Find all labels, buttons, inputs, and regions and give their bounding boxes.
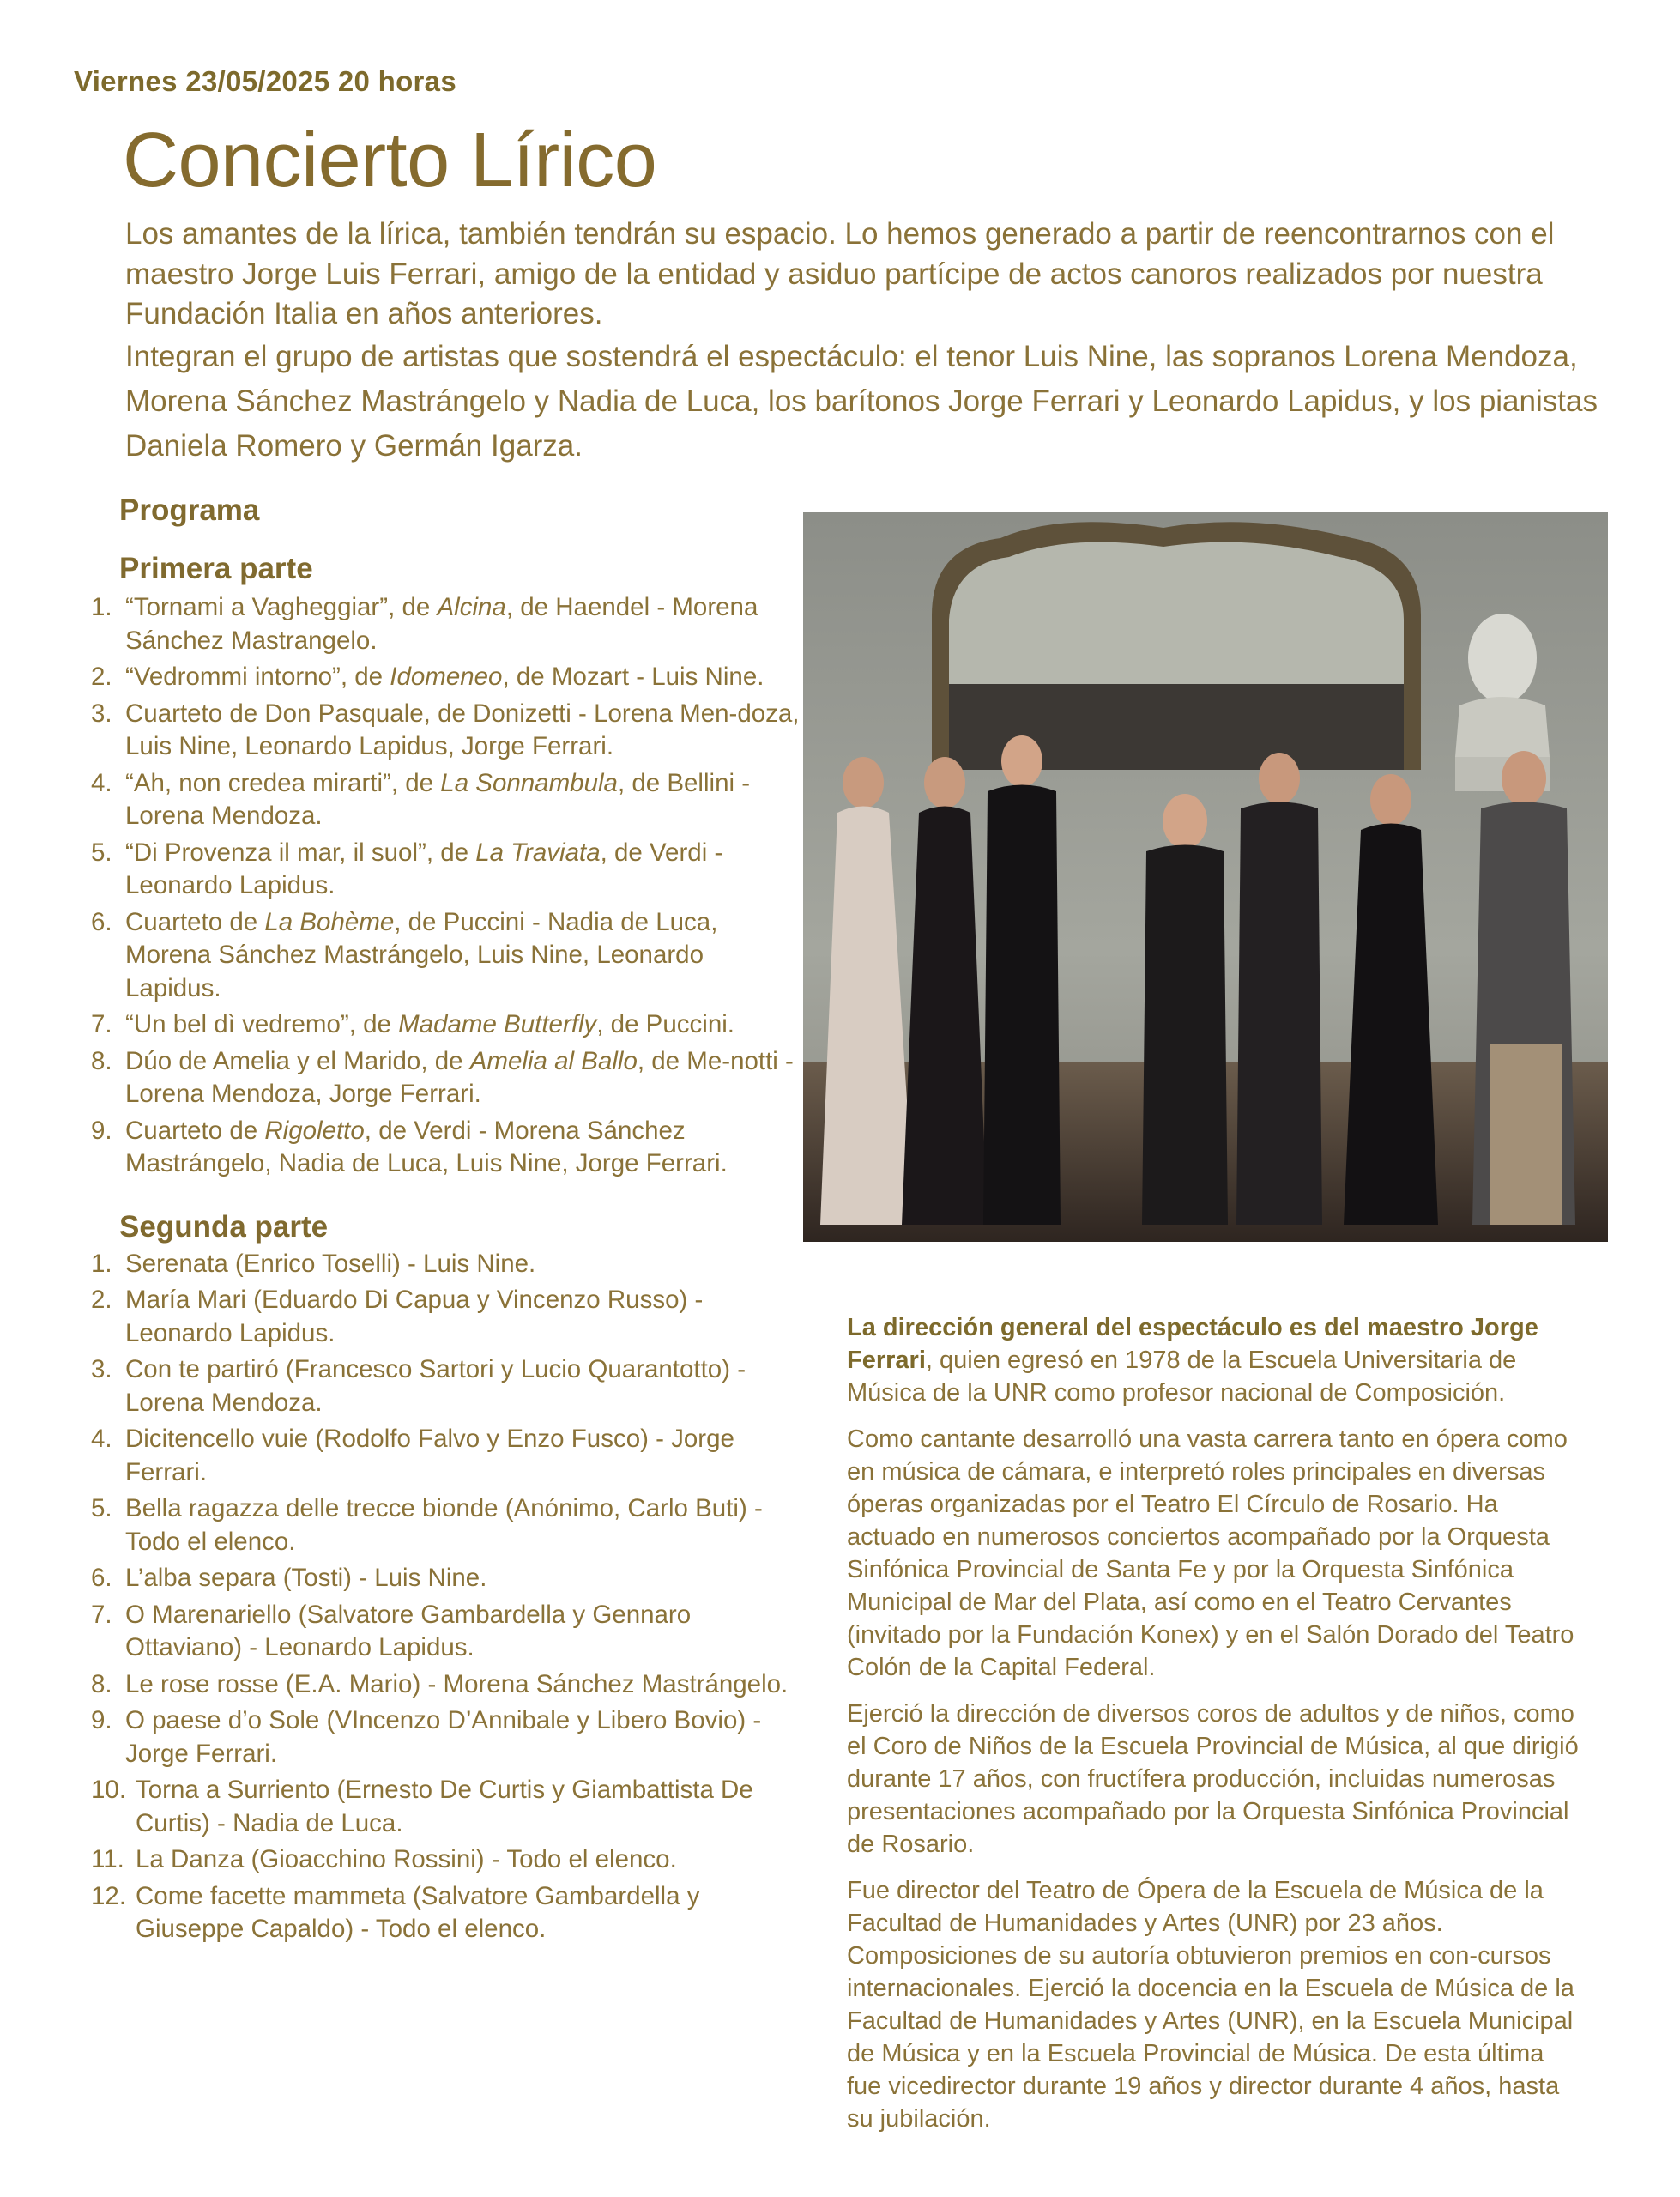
list-item: 2. “Vedrommi intorno”, de Idomeneo, de Mozart - Luis Nine. (91, 663, 764, 691)
list-item: 6. L’alba separa (Tosti) - Luis Nine. (91, 1564, 487, 1592)
program-column (91, 493, 803, 1950)
part1-title: Primera parte (119, 552, 313, 585)
page-title: Concierto Lírico (123, 118, 657, 203)
list-item: 8. Le rose rosse (E.A. Mario) - Morena Sánchez Mastrángelo. (91, 1669, 789, 1698)
list-item: 2. María Mari (Eduardo Di Capua y Vincenzo Russo) - Leonardo Lapidus. (91, 1286, 704, 1347)
intro-paragraph-2: Integran el grupo de artistas que sostendrá el espectáculo: el tenor Luis Nine, las sopranos Lorena Mendoza, Morena Sánchez Mastrángelo y Nadia de Luca, los barítonos Jorge Ferrari y Leonardo Lapidus, y los pianistas Daniela Romero y Germán Igarza. (125, 339, 1598, 463)
list-item: 4. Dicitencello vuie (Rodolfo Falvo y Enzo Fusco) - Jorge Ferrari. (91, 1425, 734, 1486)
list-item: 1. Serenata (Enrico Toselli) - Luis Nine. (91, 1249, 536, 1278)
list-item: 6. Cuarteto de La Bohème, de Puccini - Nadia de Luca, Morena Sánchez Mastrángelo, Luis Nine, Leonardo Lapidus. (91, 907, 718, 1002)
bio-paragraph-4: Fue director del Teatro de Ópera de la Escuela de Música de la Facultad de Humanidades y Artes (UNR) por 23 años. Composiciones de su autoría obtuvieron premios en con-cursos internacionales. Ejerció la docencia en la Escuela de Música de la Facultad de Humanidades y Artes (UNR), en la Escuela Municipal de Música y en la Escuela Provincial de Música. De esta última fue vicedirector durante 19 años y director durante 4 años, hasta su jubilación. (847, 1877, 1574, 2133)
director-bio (847, 1311, 1585, 2149)
event-date: Viernes 23/05/2025 20 horas (74, 65, 456, 97)
list-item: 11. La Danza (Gioacchino Rossini) - Todo el elenco. (91, 1845, 677, 1873)
list-item: 1. “Tornami a Vagheggiar”, de Alcina, de Haendel - Morena Sánchez Mastrangelo. (91, 593, 758, 655)
list-item: 5. Bella ragazza delle trecce bionde (Anónimo, Carlo Buti) - Todo el elenco. (91, 1494, 763, 1556)
program-heading: Programa (119, 493, 260, 527)
bio-paragraph-2: Como cantante desarrolló una vasta carrera tanto en ópera como en música de cámara, e interpretó roles principales en diversas óperas organizadas por el Teatro El Círculo de Rosario. Ha actuado en numerosos conciertos acompañado por la Orquesta Sinfónica Provincial de Santa Fe y por la Orquesta Sinfónica Municipal de Mar del Plata, así como en el Teatro Cervantes (invitado por la Fundación Konex) y en el Salón Dorado del Teatro Colón de la Capital Federal. (847, 1425, 1574, 1681)
list-item: 9. Cuarteto de Rigoletto, de Verdi - Morena Sánchez Mastrángelo, Nadia de Luca, Luis Nine, Jorge Ferrari. (91, 1116, 728, 1177)
list-item: 3. Con te partiró (Francesco Sartori y Lucio Quarantotto) - Lorena Mendoza. (91, 1355, 746, 1417)
list-item: 12. Come facette mammeta (Salvatore Gambardella y Giuseppe Capaldo) - Todo el elenco. (91, 1881, 700, 1943)
part2-list (91, 1248, 803, 1946)
list-item: 9. O paese d’o Sole (VIncenzo D’Annibale y Libero Bovio) - Jorge Ferrari. (91, 1706, 762, 1768)
bio-paragraph-3: Ejerció la dirección de diversos coros de adultos y de niños, como el Coro de Niños de la Escuela Provincial de Música, al que dirigió durante 17 años, con fructífera producción, incluidas numerosas presentaciones acompañado por la Orquesta Sinfónica Provincial de Rosario. (847, 1700, 1579, 1858)
list-item: 8. Dúo de Amelia y el Marido, de Amelia al Ballo, de Me-notti - Lorena Mendoza, Jorge Ferrari. (91, 1046, 794, 1108)
group-photo-illustration (803, 512, 1608, 1242)
part2-title: Segunda parte (119, 1209, 329, 1244)
list-item: 3. Cuarteto de Don Pasquale, de Donizetti - Lorena Men-doza, Luis Nine, Leonardo Lapidus, Jorge Ferrari. (91, 699, 800, 760)
list-item: 4. “Ah, non credea mirarti”, de La Sonnambula, de Bellini - Lorena Mendoza. (91, 768, 751, 830)
list-item: 5. “Di Provenza il mar, il suol”, de La Traviata, de Verdi - Leonardo Lapidus. (91, 838, 723, 899)
intro-text (125, 215, 1601, 469)
part1-list (91, 591, 803, 1181)
list-item: 10. Torna a Surriento (Ernesto De Curtis y Giambattista De Curtis) - Nadia de Luca. (91, 1776, 753, 1837)
list-item: 7. “Un bel dì vedremo”, de Madame Butterfly, de Puccini. (91, 1010, 734, 1038)
bio-paragraph-1: La dirección general del espectáculo es del maestro Jorge Ferrari, quien egresó en 1978 de la Escuela Universitaria de Música de la UNR como profesor nacional de Composición. (847, 1314, 1538, 1407)
group-photo (803, 512, 1608, 1242)
list-item: 7. O Marenariello (Salvatore Gambardella y Gennaro Ottaviano) - Leonardo Lapidus. (91, 1600, 692, 1661)
intro-paragraph-1: Los amantes de la lírica, también tendrán su espacio. Lo hemos generado a partir de reencontrarnos con el maestro Jorge Luis Ferrari, amigo de la entidad y asiduo partícipe de actos canoros realizados por nuestra Fundación Italia en años anteriores. (125, 217, 1555, 330)
